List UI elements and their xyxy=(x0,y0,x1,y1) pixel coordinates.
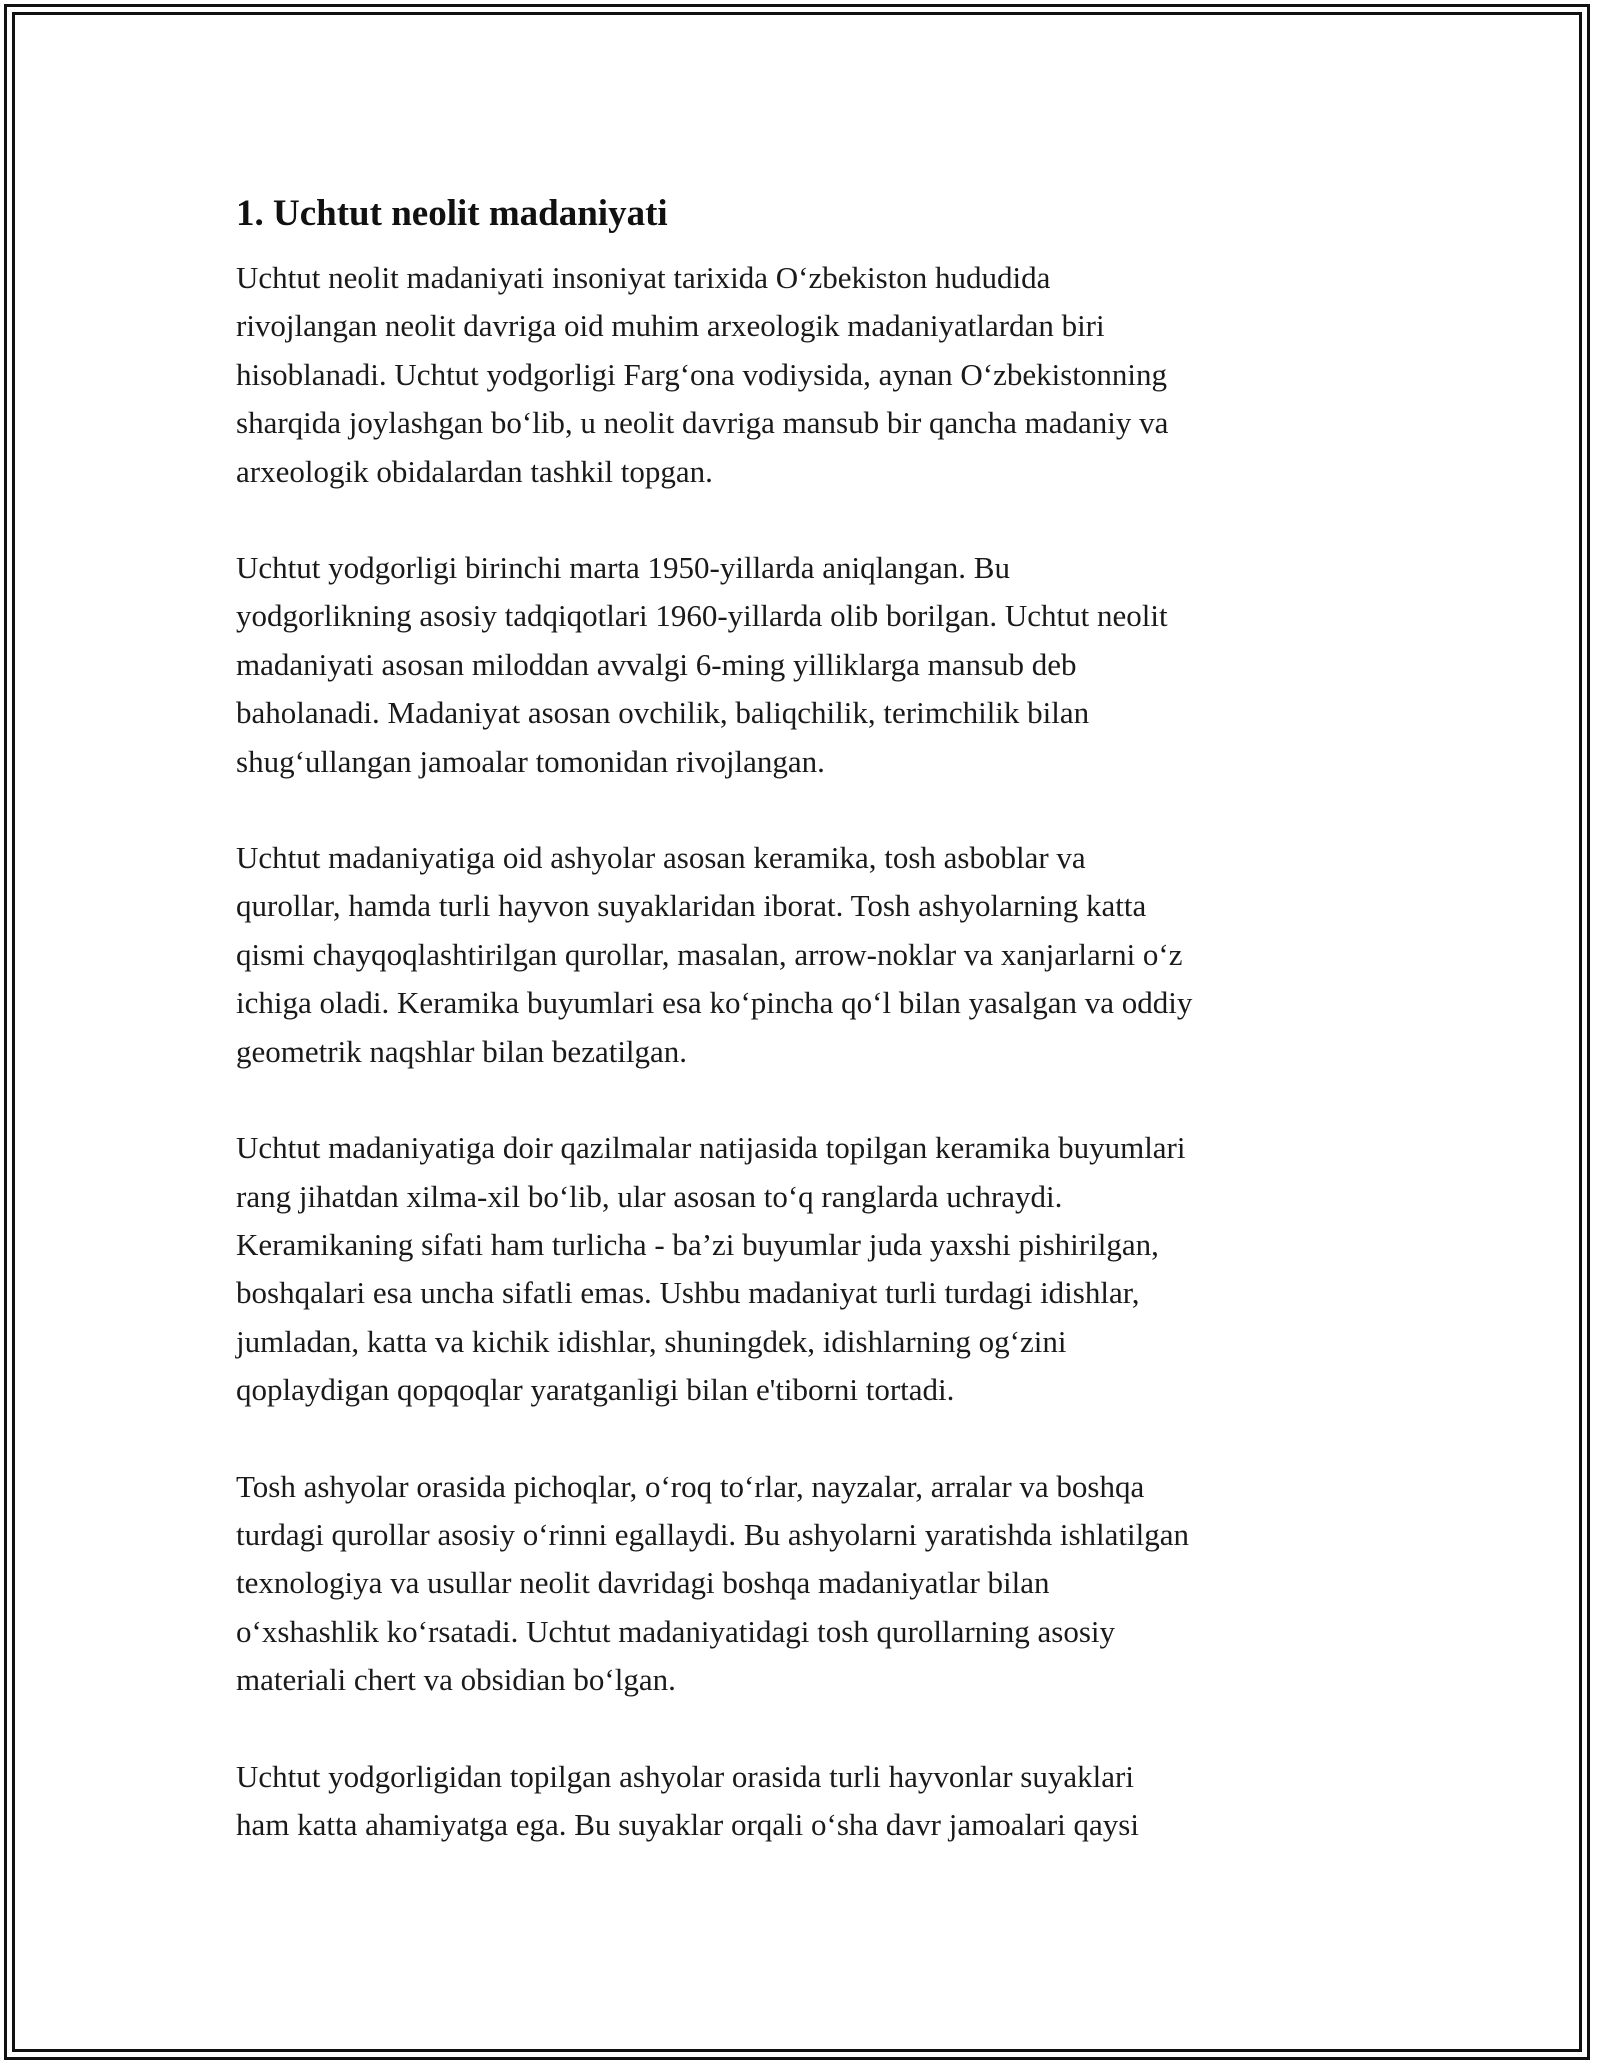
paragraph-line: rivojlangan neolit davriga oid muhim arxeologik madaniyatlardan biri xyxy=(236,308,1105,344)
paragraph-line: materiali chert va obsidian bo‘lgan. xyxy=(236,1662,676,1698)
paragraph-line: jumladan, katta va kichik idishlar, shuningdek, idishlarning og‘zini xyxy=(236,1323,1067,1359)
paragraph-line: Keramikaning sifati ham turlicha - ba’zi buyumlar juda yaxshi pishirilgan, xyxy=(236,1226,1159,1262)
paragraph-line: sharqida joylashgan bo‘lib, u neolit davriga mansub bir qancha madaniy va xyxy=(236,405,1169,441)
section-heading: 1. Uchtut neolit madaniyati xyxy=(236,193,668,234)
paragraph-line: qoplaydigan qopqoqlar yaratganligi bilan e'tiborni tortadi. xyxy=(236,1372,955,1408)
paragraph-line: shug‘ullangan jamoalar tomonidan rivojlangan. xyxy=(236,743,825,779)
paragraph-3 xyxy=(236,834,1386,1076)
paragraph-line: Uchtut madaniyatiga doir qazilmalar natijasida topilgan keramika buyumlari xyxy=(236,1130,1186,1166)
paragraph-line: hisoblanadi. Uchtut yodgorligi Farg‘ona vodiysida, aynan O‘zbekistonning xyxy=(236,356,1167,392)
paragraph-line: o‘xshashlik ko‘rsatadi. Uchtut madaniyatidagi tosh qurollarning asosiy xyxy=(236,1613,1116,1649)
paragraph-6 xyxy=(236,1753,1386,1850)
paragraph-line: turdagi qurollar asosiy o‘rinni egallaydi. Bu ashyolarni yaratishda ishlatilgan xyxy=(236,1516,1190,1552)
paragraph-line: Tosh ashyolar orasida pichoqlar, o‘roq to‘rlar, nayzalar, arralar va boshqa xyxy=(236,1468,1145,1504)
paragraph-5 xyxy=(236,1463,1386,1705)
paragraph-4 xyxy=(236,1124,1386,1414)
paragraph-1 xyxy=(236,254,1386,496)
paragraph-line: qurollar, hamda turli hayvon suyaklaridan iborat. Tosh ashyolarning katta xyxy=(236,888,1147,924)
paragraph-line: arxeologik obidalardan tashkil topgan. xyxy=(236,453,713,489)
paragraph-line: boshqalari esa uncha sifatli emas. Ushbu madaniyat turli turdagi idishlar, xyxy=(236,1275,1140,1311)
paragraph-line: ham katta ahamiyatga ega. Bu suyaklar orqali o‘sha davr jamoalari qaysi xyxy=(236,1806,1139,1842)
paragraph-line: qismi chayqoqlashtirilgan qurollar, masalan, arrow-noklar va xanjarlarni o‘z xyxy=(236,936,1183,972)
paragraph-2 xyxy=(236,544,1386,786)
paragraph-line: baholanadi. Madaniyat asosan ovchilik, baliqchilik, terimchilik bilan xyxy=(236,695,1090,731)
paragraph-line: Uchtut yodgorligi birinchi marta 1950-yillarda aniqlangan. Bu xyxy=(236,550,1010,586)
paragraph-line: Uchtut madaniyatiga oid ashyolar asosan keramika, tosh asboblar va xyxy=(236,840,1086,876)
paragraph-line: yodgorlikning asosiy tadqiqotlari 1960-yillarda olib borilgan. Uchtut neolit xyxy=(236,598,1168,634)
paragraph-line: geometrik naqshlar bilan bezatilgan. xyxy=(236,1033,688,1069)
document-body xyxy=(236,186,1386,1897)
paragraph-line: Uchtut neolit madaniyati insoniyat tarixida O‘zbekiston hududida xyxy=(236,260,1051,295)
paragraph-line: rang jihatdan xilma-xil bo‘lib, ular asosan to‘q ranglarda uchraydi. xyxy=(236,1178,1063,1214)
paragraph-line: texnologiya va usullar neolit davridagi boshqa madaniyatlar bilan xyxy=(236,1565,1050,1601)
paragraph-line: Uchtut yodgorligidan topilgan ashyolar orasida turli hayvonlar suyaklari xyxy=(236,1758,1134,1794)
paragraph-line: ichiga oladi. Keramika buyumlari esa ko‘pincha qo‘l bilan yasalgan va oddiy xyxy=(236,985,1193,1021)
paragraph-line: madaniyati asosan miloddan avvalgi 6-ming yilliklarga mansub deb xyxy=(236,646,1077,682)
